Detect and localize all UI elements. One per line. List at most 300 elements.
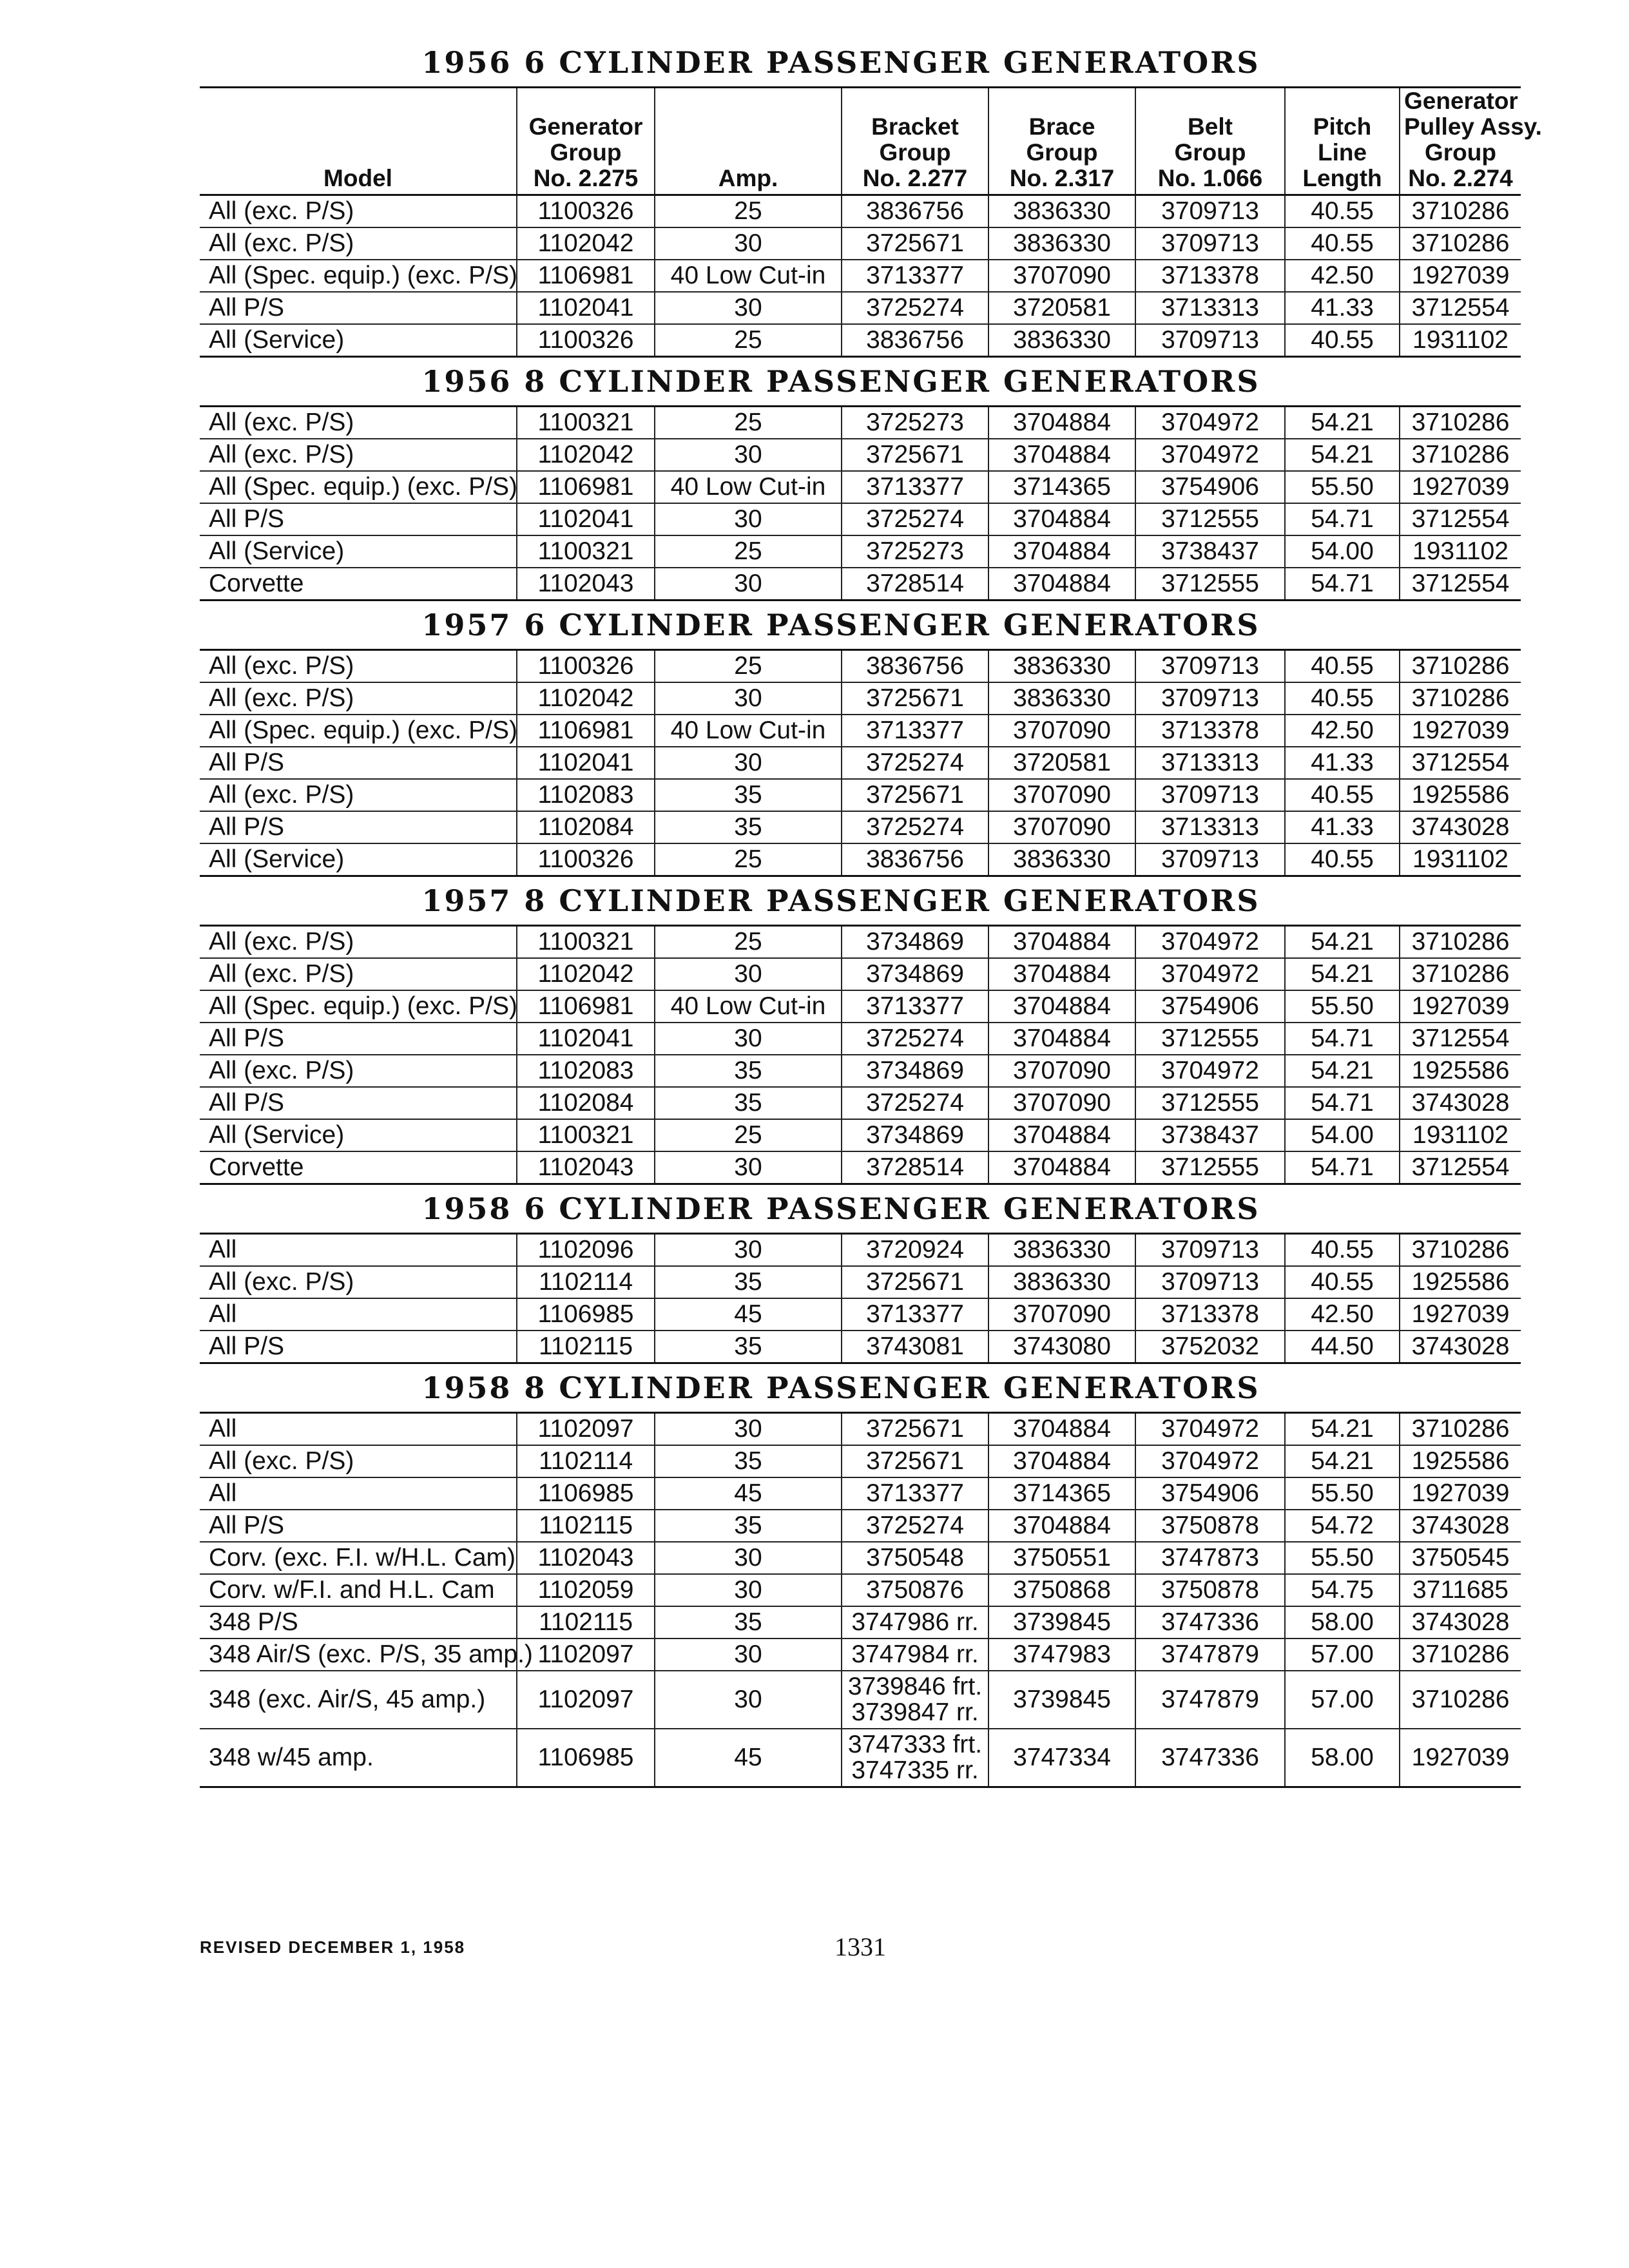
amp-cell: 25 [655, 843, 842, 876]
belt-cell: 3709713 [1135, 324, 1285, 357]
belt-cell: 3704972 [1135, 1055, 1285, 1087]
table-row [200, 1639, 1521, 1671]
amp-cell: 30 [655, 1542, 842, 1574]
pitch-cell: 54.71 [1285, 568, 1400, 601]
pitch-cell: 42.50 [1285, 260, 1400, 292]
belt-cell: 3754906 [1135, 1477, 1285, 1510]
pulley-cell: 3710286 [1400, 407, 1521, 439]
table-row [200, 1413, 1521, 1446]
model-cell: Corvette [209, 1153, 304, 1181]
model-cell: All P/S [209, 294, 285, 322]
table-row [200, 535, 1521, 568]
generator-cell: 1102043 [517, 568, 655, 601]
model-cell: Corv. (exc. F.I. w/H.L. Cam) [209, 1544, 516, 1571]
amp-cell: 35 [655, 811, 842, 843]
pulley-cell: 3710286 [1400, 1671, 1521, 1729]
table-row [200, 1574, 1521, 1606]
generator-cell: 1100326 [517, 195, 655, 228]
pitch-cell: 55.50 [1285, 990, 1400, 1023]
generator-cell: 1102097 [517, 1671, 655, 1729]
brace-cell: 3704884 [988, 439, 1135, 471]
bracket-cell: 3750876 [842, 1574, 988, 1606]
bracket-cell: 3725274 [842, 747, 988, 779]
bracket-cell: 3713377 [842, 260, 988, 292]
pitch-cell: 54.75 [1285, 1574, 1400, 1606]
pulley-cell: 3710286 [1400, 650, 1521, 683]
pitch-cell: 54.71 [1285, 1087, 1400, 1119]
bracket-cell: 3725274 [842, 1087, 988, 1119]
brace-cell: 3704884 [988, 503, 1135, 535]
belt-cell: 3713313 [1135, 811, 1285, 843]
amp-cell: 30 [655, 439, 842, 471]
model-cell: 348 P/S [209, 1608, 298, 1636]
section-title: 1958 8 CYLINDER PASSENGER GENERATORS [421, 1370, 1260, 1405]
pulley-cell: 3711685 [1400, 1574, 1521, 1606]
belt-cell: 3747336 [1135, 1606, 1285, 1639]
model-cell: All [209, 1300, 237, 1328]
generator-cell: 1100321 [517, 407, 655, 439]
pulley-cell: 3743028 [1400, 1087, 1521, 1119]
generator-cell: 1102097 [517, 1639, 655, 1671]
amp-cell: 40 Low Cut-in [655, 715, 842, 747]
table-row [200, 471, 1521, 503]
belt-cell: 3712555 [1135, 1087, 1285, 1119]
generator-cell: 1102084 [517, 1087, 655, 1119]
table-row [200, 1671, 1521, 1729]
amp-cell: 45 [655, 1477, 842, 1510]
generator-cell: 1100321 [517, 535, 655, 568]
table-row [200, 260, 1521, 292]
brace-cell: 3704884 [988, 1119, 1135, 1151]
pulley-cell: 1925586 [1400, 779, 1521, 811]
belt-cell: 3713313 [1135, 292, 1285, 324]
generator-table [200, 405, 1521, 601]
pitch-cell: 40.55 [1285, 227, 1400, 260]
pulley-cell: 1925586 [1400, 1445, 1521, 1477]
amp-cell: 30 [655, 1234, 842, 1267]
belt-cell: 3747879 [1135, 1671, 1285, 1729]
pitch-cell: 54.21 [1285, 926, 1400, 959]
bracket-cell: 3713377 [842, 471, 988, 503]
table-row [200, 1266, 1521, 1298]
bracket-cell: 3836756 [842, 843, 988, 876]
brace-cell: 3836330 [988, 1234, 1135, 1267]
brace-cell: 3704884 [988, 407, 1135, 439]
bracket-cell: 3836756 [842, 324, 988, 357]
section-body [200, 650, 1521, 876]
section-title: 1958 6 CYLINDER PASSENGER GENERATORS [421, 1191, 1260, 1226]
generator-cell: 1100326 [517, 843, 655, 876]
model-cell: 348 w/45 amp. [209, 1744, 374, 1771]
belt-cell: 3704972 [1135, 439, 1285, 471]
pulley-cell: 3710286 [1400, 1234, 1521, 1267]
brace-cell: 3739845 [988, 1671, 1135, 1729]
amp-cell: 30 [655, 958, 842, 990]
model-cell: 348 Air/S (exc. P/S, 35 amp.) [209, 1640, 533, 1668]
brace-cell: 3707090 [988, 1055, 1135, 1087]
generator-table [200, 1233, 1521, 1364]
generator-cell: 1102042 [517, 958, 655, 990]
document-page [200, 39, 1542, 1788]
model-cell: All (Service) [209, 326, 345, 354]
amp-cell: 25 [655, 195, 842, 228]
pulley-cell: 1931102 [1400, 324, 1521, 357]
pitch-cell: 41.33 [1285, 292, 1400, 324]
amp-cell: 30 [655, 292, 842, 324]
pitch-cell: 40.55 [1285, 324, 1400, 357]
pitch-cell: 41.33 [1285, 811, 1400, 843]
belt-cell: 3709713 [1135, 682, 1285, 715]
belt-cell: 3754906 [1135, 990, 1285, 1023]
pulley-cell: 3712554 [1400, 503, 1521, 535]
pitch-cell: 54.00 [1285, 535, 1400, 568]
brace-cell: 3704884 [988, 535, 1135, 568]
header-amp: Amp. [655, 88, 842, 195]
table-row [200, 958, 1521, 990]
bracket-cell: 3725274 [842, 292, 988, 324]
section-title: 1957 6 CYLINDER PASSENGER GENERATORS [421, 608, 1260, 642]
table-row [200, 990, 1521, 1023]
brace-cell: 3836330 [988, 227, 1135, 260]
generator-table [200, 86, 1542, 358]
model-cell: 348 (exc. Air/S, 45 amp.) [209, 1686, 486, 1713]
bracket-cell: 3728514 [842, 1151, 988, 1184]
pitch-cell: 57.00 [1285, 1671, 1400, 1729]
pitch-cell: 54.71 [1285, 1151, 1400, 1184]
amp-cell: 30 [655, 1574, 842, 1606]
belt-cell: 3713313 [1135, 747, 1285, 779]
model-cell: All (exc. P/S) [209, 652, 354, 680]
table-row [200, 324, 1521, 357]
table-row [200, 1729, 1521, 1787]
bracket-cell: 3725273 [842, 535, 988, 568]
generator-cell: 1102041 [517, 747, 655, 779]
pitch-cell: 58.00 [1285, 1729, 1400, 1787]
generator-cell: 1102115 [517, 1606, 655, 1639]
generator-cell: 1100326 [517, 324, 655, 357]
generator-table [200, 925, 1521, 1185]
table-row [200, 1510, 1521, 1542]
table-row [200, 843, 1521, 876]
generator-cell: 1106985 [517, 1729, 655, 1787]
model-cell: All (exc. P/S) [209, 960, 354, 988]
pulley-cell: 1927039 [1400, 1729, 1521, 1787]
pulley-cell: 1927039 [1400, 1298, 1521, 1331]
section-title: 1957 8 CYLINDER PASSENGER GENERATORS [421, 883, 1260, 918]
pulley-cell: 3750545 [1400, 1542, 1521, 1574]
amp-cell: 25 [655, 324, 842, 357]
model-cell: All P/S [209, 749, 285, 776]
amp-cell: 30 [655, 1413, 842, 1446]
model-cell: All P/S [209, 1512, 285, 1539]
amp-cell: 40 Low Cut-in [655, 990, 842, 1023]
section-body [200, 1413, 1521, 1787]
pulley-cell: 3710286 [1400, 227, 1521, 260]
generator-cell: 1102114 [517, 1445, 655, 1477]
generator-cell: 1102083 [517, 1055, 655, 1087]
brace-cell: 3720581 [988, 292, 1135, 324]
belt-cell: 3754906 [1135, 471, 1285, 503]
bracket-cell: 3725274 [842, 503, 988, 535]
brace-cell: 3704884 [988, 926, 1135, 959]
pitch-cell: 58.00 [1285, 1606, 1400, 1639]
pitch-cell: 55.50 [1285, 1542, 1400, 1574]
amp-cell: 30 [655, 682, 842, 715]
amp-cell: 35 [655, 1445, 842, 1477]
generator-cell: 1102042 [517, 227, 655, 260]
header-pitch: Pitch Line Length [1285, 88, 1400, 195]
pulley-cell: 3743028 [1400, 1510, 1521, 1542]
bracket-cell: 3725274 [842, 1023, 988, 1055]
model-cell: All (exc. P/S) [209, 1268, 354, 1296]
model-cell: All (Spec. equip.) (exc. P/S) [209, 992, 518, 1020]
belt-cell: 3704972 [1135, 1413, 1285, 1446]
model-cell: All (exc. P/S) [209, 684, 354, 712]
model-cell: All (Service) [209, 1121, 345, 1149]
bracket-cell: 3747984 rr. [842, 1639, 988, 1671]
model-cell: All P/S [209, 1332, 285, 1360]
pulley-cell: 1925586 [1400, 1266, 1521, 1298]
amp-cell: 30 [655, 1151, 842, 1184]
cell-line: 3747333 frt. [847, 1731, 983, 1758]
brace-cell: 3836330 [988, 843, 1135, 876]
brace-cell: 3704884 [988, 958, 1135, 990]
pitch-cell: 40.55 [1285, 195, 1400, 228]
brace-cell: 3704884 [988, 568, 1135, 601]
pitch-cell: 40.55 [1285, 779, 1400, 811]
belt-cell: 3704972 [1135, 926, 1285, 959]
model-cell: All (exc. P/S) [209, 408, 354, 436]
brace-cell: 3707090 [988, 715, 1135, 747]
model-cell: All (exc. P/S) [209, 197, 354, 225]
generator-cell: 1106981 [517, 715, 655, 747]
generator-cell: 1102084 [517, 811, 655, 843]
generator-cell: 1106985 [517, 1477, 655, 1510]
brace-cell: 3747334 [988, 1729, 1135, 1787]
brace-cell: 3750551 [988, 1542, 1135, 1574]
header-generator: Generator Group No. 2.275 [517, 88, 655, 195]
amp-cell: 30 [655, 1671, 842, 1729]
pitch-cell: 40.55 [1285, 682, 1400, 715]
bracket-cell: 3725274 [842, 811, 988, 843]
pitch-cell: 54.21 [1285, 407, 1400, 439]
model-cell: All (exc. P/S) [209, 441, 354, 468]
amp-cell: 30 [655, 1023, 842, 1055]
amp-cell: 35 [655, 1510, 842, 1542]
pitch-cell: 57.00 [1285, 1639, 1400, 1671]
generator-cell: 1102041 [517, 1023, 655, 1055]
pitch-cell: 40.55 [1285, 650, 1400, 683]
table-row [200, 292, 1521, 324]
section-body [200, 926, 1521, 1184]
section-title: 1956 8 CYLINDER PASSENGER GENERATORS [421, 364, 1260, 399]
belt-cell: 3713378 [1135, 260, 1285, 292]
belt-cell: 3704972 [1135, 1445, 1285, 1477]
section-body [200, 195, 1521, 357]
brace-cell: 3704884 [988, 1151, 1135, 1184]
amp-cell: 25 [655, 1119, 842, 1151]
brace-cell: 3704884 [988, 1413, 1135, 1446]
pitch-cell: 40.55 [1285, 1266, 1400, 1298]
table-row [200, 811, 1521, 843]
pitch-cell: 55.50 [1285, 1477, 1400, 1510]
generator-table [200, 1412, 1521, 1788]
bracket-cell: 3725671 [842, 1413, 988, 1446]
generator-cell: 1102096 [517, 1234, 655, 1267]
cell-line: 3739847 rr. [851, 1698, 979, 1726]
brace-cell: 3720581 [988, 747, 1135, 779]
amp-cell: 45 [655, 1298, 842, 1331]
pulley-cell: 3712554 [1400, 292, 1521, 324]
table-header [200, 88, 1542, 195]
bracket-cell: 3725273 [842, 407, 988, 439]
generator-cell: 1102043 [517, 1542, 655, 1574]
cell-line: 3739846 frt. [847, 1673, 983, 1700]
pitch-cell: 54.21 [1285, 1055, 1400, 1087]
brace-cell: 3714365 [988, 1477, 1135, 1510]
belt-cell: 3709713 [1135, 227, 1285, 260]
bracket-cell: 3734869 [842, 958, 988, 990]
table-row [200, 1151, 1521, 1184]
brace-cell: 3747983 [988, 1639, 1135, 1671]
model-cell: Corvette [209, 570, 304, 597]
pulley-cell: 3712554 [1400, 1023, 1521, 1055]
header-model: Model [323, 165, 392, 191]
table-row [200, 1055, 1521, 1087]
belt-cell: 3747336 [1135, 1729, 1285, 1787]
bracket-cell: 3836756 [842, 650, 988, 683]
pitch-cell: 54.71 [1285, 1023, 1400, 1055]
generator-cell: 1102115 [517, 1510, 655, 1542]
generator-cell: 1102041 [517, 292, 655, 324]
belt-cell: 3709713 [1135, 843, 1285, 876]
pitch-cell: 54.72 [1285, 1510, 1400, 1542]
belt-cell: 3704972 [1135, 958, 1285, 990]
generator-cell: 1100321 [517, 926, 655, 959]
header-pulley: Generator Pulley Assy. Group No. 2.274 [1400, 88, 1521, 195]
model-cell: All (Service) [209, 537, 345, 565]
generator-cell: 1100326 [517, 650, 655, 683]
amp-cell: 30 [655, 568, 842, 601]
pitch-cell: 54.71 [1285, 503, 1400, 535]
amp-cell: 30 [655, 503, 842, 535]
model-cell: Corv. w/F.I. and H.L. Cam [209, 1576, 495, 1604]
bracket-cell: 3750548 [842, 1542, 988, 1574]
brace-cell: 3743080 [988, 1331, 1135, 1363]
generator-cell: 1102042 [517, 439, 655, 471]
table-row [200, 1298, 1521, 1331]
table-row [200, 747, 1521, 779]
brace-cell: 3707090 [988, 811, 1135, 843]
amp-cell: 25 [655, 926, 842, 959]
bracket-cell: 3725671 [842, 439, 988, 471]
belt-cell: 3709713 [1135, 779, 1285, 811]
brace-cell: 3739845 [988, 1606, 1135, 1639]
table-row [200, 1542, 1521, 1574]
cell-line: 3747335 rr. [851, 1756, 979, 1784]
pulley-cell: 3710286 [1400, 682, 1521, 715]
pulley-cell: 3712554 [1400, 1151, 1521, 1184]
pulley-cell: 1931102 [1400, 535, 1521, 568]
bracket-cell [842, 1729, 988, 1787]
brace-cell: 3704884 [988, 1445, 1135, 1477]
table-row [200, 715, 1521, 747]
amp-cell: 35 [655, 1606, 842, 1639]
belt-cell: 3712555 [1135, 1151, 1285, 1184]
pulley-cell: 3743028 [1400, 1331, 1521, 1363]
pulley-cell: 3710286 [1400, 195, 1521, 228]
table-row [200, 1606, 1521, 1639]
amp-cell: 35 [655, 1087, 842, 1119]
bracket-cell: 3734869 [842, 1119, 988, 1151]
model-cell: All (exc. P/S) [209, 1447, 354, 1475]
model-cell: All P/S [209, 505, 285, 533]
table-row [200, 1119, 1521, 1151]
model-cell: All (Spec. equip.) (exc. P/S) [209, 716, 518, 744]
amp-cell: 25 [655, 407, 842, 439]
table-row [200, 1331, 1521, 1363]
model-cell: All P/S [209, 1089, 285, 1117]
generator-cell: 1106981 [517, 471, 655, 503]
belt-cell: 3709713 [1135, 650, 1285, 683]
table-row [200, 1477, 1521, 1510]
bracket-cell: 3713377 [842, 990, 988, 1023]
table-row [200, 1087, 1521, 1119]
bracket-cell: 3747986 rr. [842, 1606, 988, 1639]
table-row [200, 503, 1521, 535]
belt-cell: 3704972 [1135, 407, 1285, 439]
amp-cell: 25 [655, 650, 842, 683]
model-cell: All P/S [209, 1024, 285, 1052]
belt-cell: 3709713 [1135, 1234, 1285, 1267]
table-row [200, 682, 1521, 715]
generator-cell: 1102042 [517, 682, 655, 715]
revised-date: REVISED DECEMBER 1, 1958 [200, 1937, 466, 1957]
bracket-cell: 3743081 [842, 1331, 988, 1363]
bracket-cell: 3728514 [842, 568, 988, 601]
amp-cell: 30 [655, 747, 842, 779]
pulley-cell: 1927039 [1400, 471, 1521, 503]
model-cell: All (Spec. equip.) (exc. P/S) [209, 262, 518, 289]
table-row [200, 439, 1521, 471]
generator-cell: 1102097 [517, 1413, 655, 1446]
pulley-cell: 3743028 [1400, 811, 1521, 843]
bracket-cell: 3725274 [842, 1510, 988, 1542]
brace-cell: 3704884 [988, 990, 1135, 1023]
pulley-cell: 3710286 [1400, 439, 1521, 471]
belt-cell: 3709713 [1135, 195, 1285, 228]
bracket-cell: 3713377 [842, 1298, 988, 1331]
brace-cell: 3704884 [988, 1510, 1135, 1542]
pitch-cell: 41.33 [1285, 747, 1400, 779]
bracket-cell: 3725671 [842, 682, 988, 715]
pitch-cell: 55.50 [1285, 471, 1400, 503]
belt-cell: 3738437 [1135, 535, 1285, 568]
model-cell: All (exc. P/S) [209, 1057, 354, 1084]
generator-cell: 1106981 [517, 990, 655, 1023]
amp-cell: 40 Low Cut-in [655, 471, 842, 503]
belt-cell: 3709713 [1135, 1266, 1285, 1298]
bracket-cell: 3836756 [842, 195, 988, 228]
bracket-cell: 3713377 [842, 1477, 988, 1510]
brace-cell: 3704884 [988, 1023, 1135, 1055]
pulley-cell: 1927039 [1400, 1477, 1521, 1510]
model-cell: All (Service) [209, 845, 345, 873]
belt-cell: 3738437 [1135, 1119, 1285, 1151]
pitch-cell: 54.21 [1285, 1445, 1400, 1477]
bracket-cell: 3725671 [842, 1266, 988, 1298]
belt-cell: 3712555 [1135, 568, 1285, 601]
